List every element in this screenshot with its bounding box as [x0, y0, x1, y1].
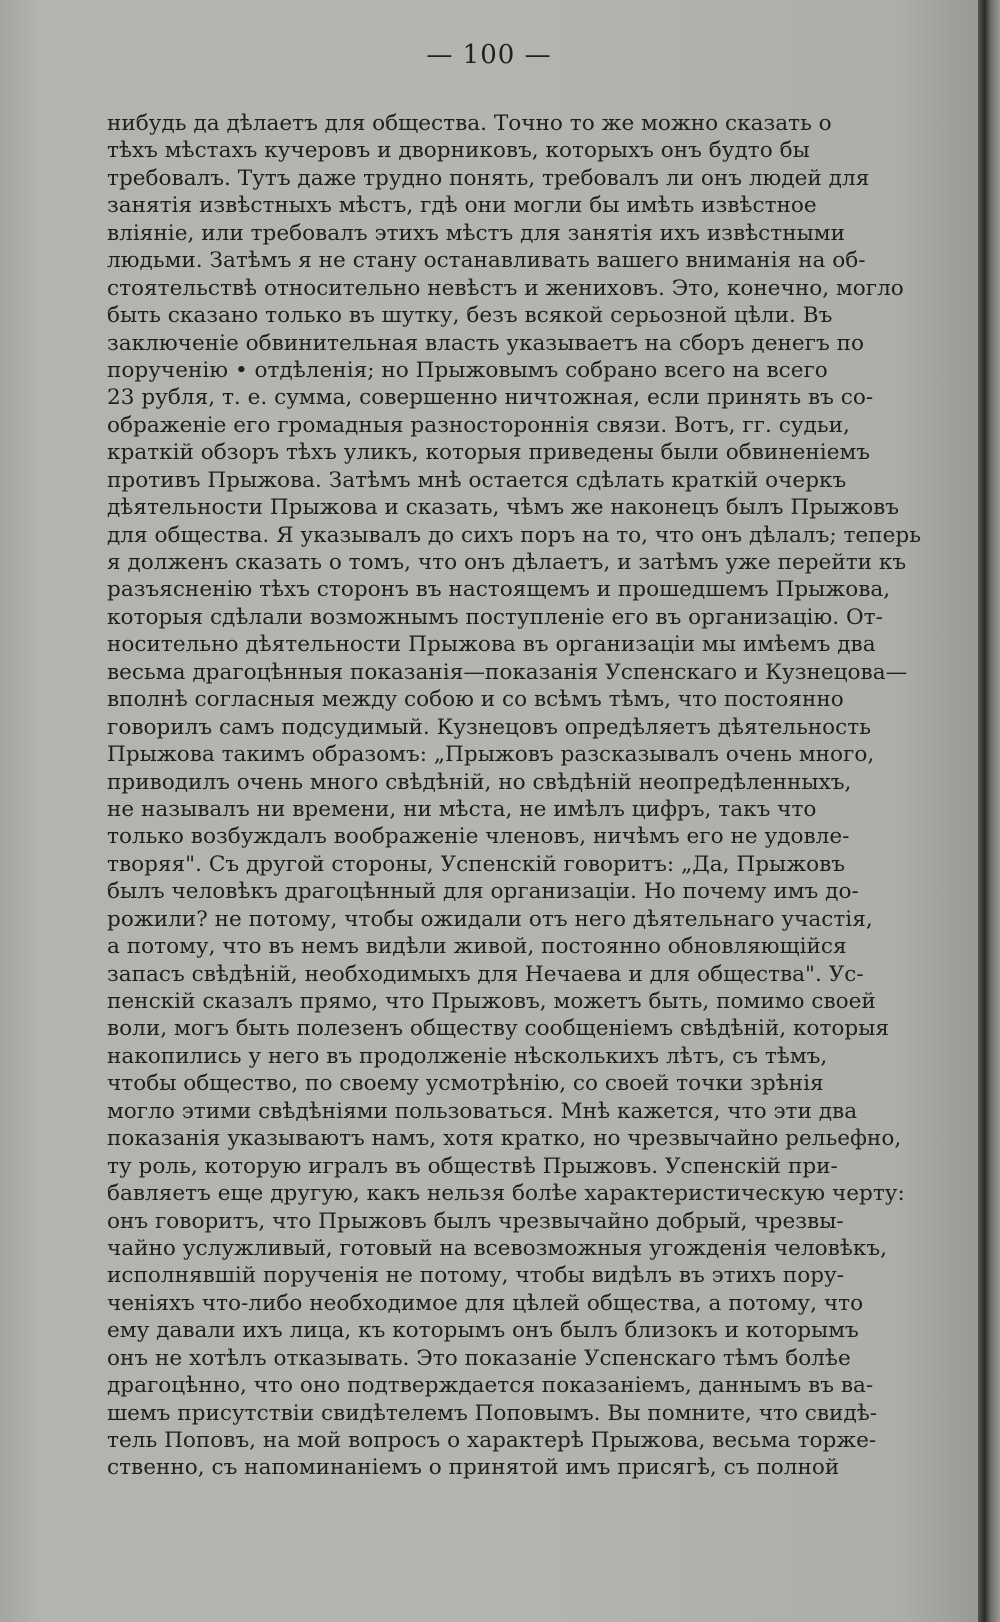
- text-line: онъ говоритъ, что Прыжовъ былъ чрезвычайно добрый, чрезвы-: [107, 1208, 844, 1234]
- text-line: накопились у него въ продолженіе нѣсколькихъ лѣтъ, съ тѣмъ,: [107, 1043, 828, 1069]
- text-line: рожили? не потому, чтобы ожидали отъ него дѣятельнаго участія,: [107, 906, 873, 932]
- text-line: пенскій сказалъ прямо, что Прыжовъ, можетъ быть, помимо своей: [107, 989, 876, 1014]
- text-line: тель Поповъ, на мой вопросъ о характерѣ Прыжова, весьма торже-: [107, 1428, 877, 1453]
- text-line: заключеніе обвинительная власть указываетъ на сборъ денегъ по: [107, 330, 864, 356]
- text-line: вполнѣ согласныя между собою и со всѣмъ тѣмъ, что постоянно: [107, 687, 844, 713]
- text-line: людьми. Затѣмъ я не стану останавливать вашего вниманія на об-: [107, 248, 866, 274]
- text-line: ственно, съ напоминаніемъ о принятой имъ присягѣ, съ полной: [107, 1455, 840, 1481]
- text-line: я долженъ сказать о томъ, что онъ дѣлаетъ, и затѣмъ уже перейти къ: [107, 550, 907, 575]
- text-line: шемъ присутствіи свидѣтелемъ Поповымъ. Вы помните, что свидѣ-: [107, 1400, 878, 1426]
- text-line: быть сказано только въ шутку, безъ всякой серьозной цѣли. Въ: [107, 303, 833, 329]
- text-line: чайно услужливый, готовый на всевозможныя угожденія человѣкъ,: [107, 1235, 887, 1261]
- text-line: порученію • отдѣленія; но Прыжовымъ собрано всего на всего: [107, 357, 828, 383]
- page-number: — 100 —: [426, 40, 552, 70]
- text-line: а потому, что въ немъ видѣли живой, постоянно обновляющійся: [107, 934, 847, 960]
- text-line: творяя". Съ другой стороны, Успенскій говоритъ: „Да, Прыжовъ: [107, 851, 845, 877]
- text-line: показанія указываютъ намъ, хотя кратко, но чрезвычайно рельефно,: [107, 1126, 902, 1152]
- text-line: ту роль, которую игралъ въ обществѣ Прыжовъ. Успенскій при-: [107, 1153, 838, 1179]
- text-line: ображеніе его громадныя разностороннія связи. Вотъ, гг. судьи,: [107, 412, 850, 438]
- text-line: разъясненію тѣхъ сторонъ въ настоящемъ и прошедшемъ Прыжова,: [107, 577, 891, 603]
- text-line: драгоцѣнно, что оно подтверждается показаніемъ, даннымъ въ ва-: [107, 1373, 874, 1399]
- body-text: [107, 110, 942, 1482]
- text-line: 23 рубля, т. е. сумма, совершенно ничтожная, если принять въ со-: [107, 385, 874, 411]
- text-line: вліяніе, или требовалъ этихъ мѣстъ для занятія ихъ извѣстными: [107, 220, 845, 246]
- text-line: носительно дѣятельности Прыжова въ организаціи мы имѣемъ два: [107, 632, 876, 658]
- text-line: онъ не хотѣлъ отказывать. Это показаніе Успенскаго тѣмъ болѣе: [107, 1345, 851, 1371]
- text-line: противъ Прыжова. Затѣмъ мнѣ остается сдѣлать краткій очеркъ: [107, 467, 847, 493]
- text-line: краткій обзоръ тѣхъ уликъ, которыя приведены были обвиненіемъ: [107, 440, 871, 466]
- text-line: ченіяхъ что-либо необходимое для цѣлей общества, а потому, что: [107, 1290, 864, 1316]
- text-line: бавляетъ еще другую, какъ нельзя болѣе характеристическую черту:: [107, 1181, 905, 1207]
- text-line: Прыжова такимъ образомъ: „Прыжовъ разсказывалъ очень много,: [107, 742, 875, 768]
- text-line: для общества. Я указывалъ до сихъ поръ на то, что онъ дѣлалъ; теперь: [107, 522, 921, 548]
- text-line: чтобы общество, по своему усмотрѣнію, со своей точки зрѣнія: [107, 1071, 824, 1097]
- text-line: былъ человѣкъ драгоцѣнный для организаціи. Но почему имъ до-: [107, 879, 859, 905]
- text-line: исполнявшій порученія не потому, чтобы видѣлъ въ этихъ пору-: [107, 1263, 845, 1289]
- text-line: говорилъ самъ подсудимый. Кузнецовъ опредѣляетъ дѣятельность: [107, 714, 871, 740]
- page-edge-shadow: [978, 0, 1000, 1622]
- text-line: не называлъ ни времени, ни мѣста, не имѣлъ цифръ, такъ что: [107, 796, 817, 822]
- text-line: тѣхъ мѣстахъ кучеровъ и дворниковъ, которыхъ онъ будто бы: [107, 138, 810, 164]
- text-line: приводилъ очень много свѣдѣній, но свѣдѣній неопредѣленныхъ,: [107, 769, 852, 795]
- text-line: требовалъ. Тутъ даже трудно понять, требовалъ ли онъ людей для: [107, 165, 870, 191]
- text-line: стоятельствѣ относительно невѣстъ и жениховъ. Это, конечно, могло: [107, 275, 904, 301]
- text-line: воли, могъ быть полезенъ обществу сообщеніемъ свѣдѣній, которыя: [107, 1016, 890, 1042]
- text-line: дѣятельности Прыжова и сказать, чѣмъ же наконецъ былъ Прыжовъ: [107, 495, 899, 521]
- text-line: занятія извѣстныхъ мѣстъ, гдѣ они могли бы имѣть извѣстное: [107, 193, 817, 219]
- text-line: весьма драгоцѣнныя показанія—показанія Успенскаго и Кузнецова—: [107, 659, 908, 685]
- text-line: нибудь да дѣлаетъ для общества. Точно то же можно сказать о: [107, 111, 832, 136]
- text-line: только возбуждалъ воображеніе членовъ, ничѣмъ его не удовле-: [107, 824, 850, 850]
- text-line: ему давали ихъ лица, къ которымъ онъ былъ близокъ и которымъ: [107, 1318, 859, 1344]
- text-line: запасъ свѣдѣній, необходимыхъ для Нечаева и для общества". Ус-: [107, 961, 864, 987]
- text-line: могло этими свѣдѣніями пользоваться. Мнѣ кажется, что эти два: [107, 1098, 858, 1124]
- text-line: которыя сдѣлали возможнымъ поступленіе его въ организацію. От-: [107, 604, 883, 630]
